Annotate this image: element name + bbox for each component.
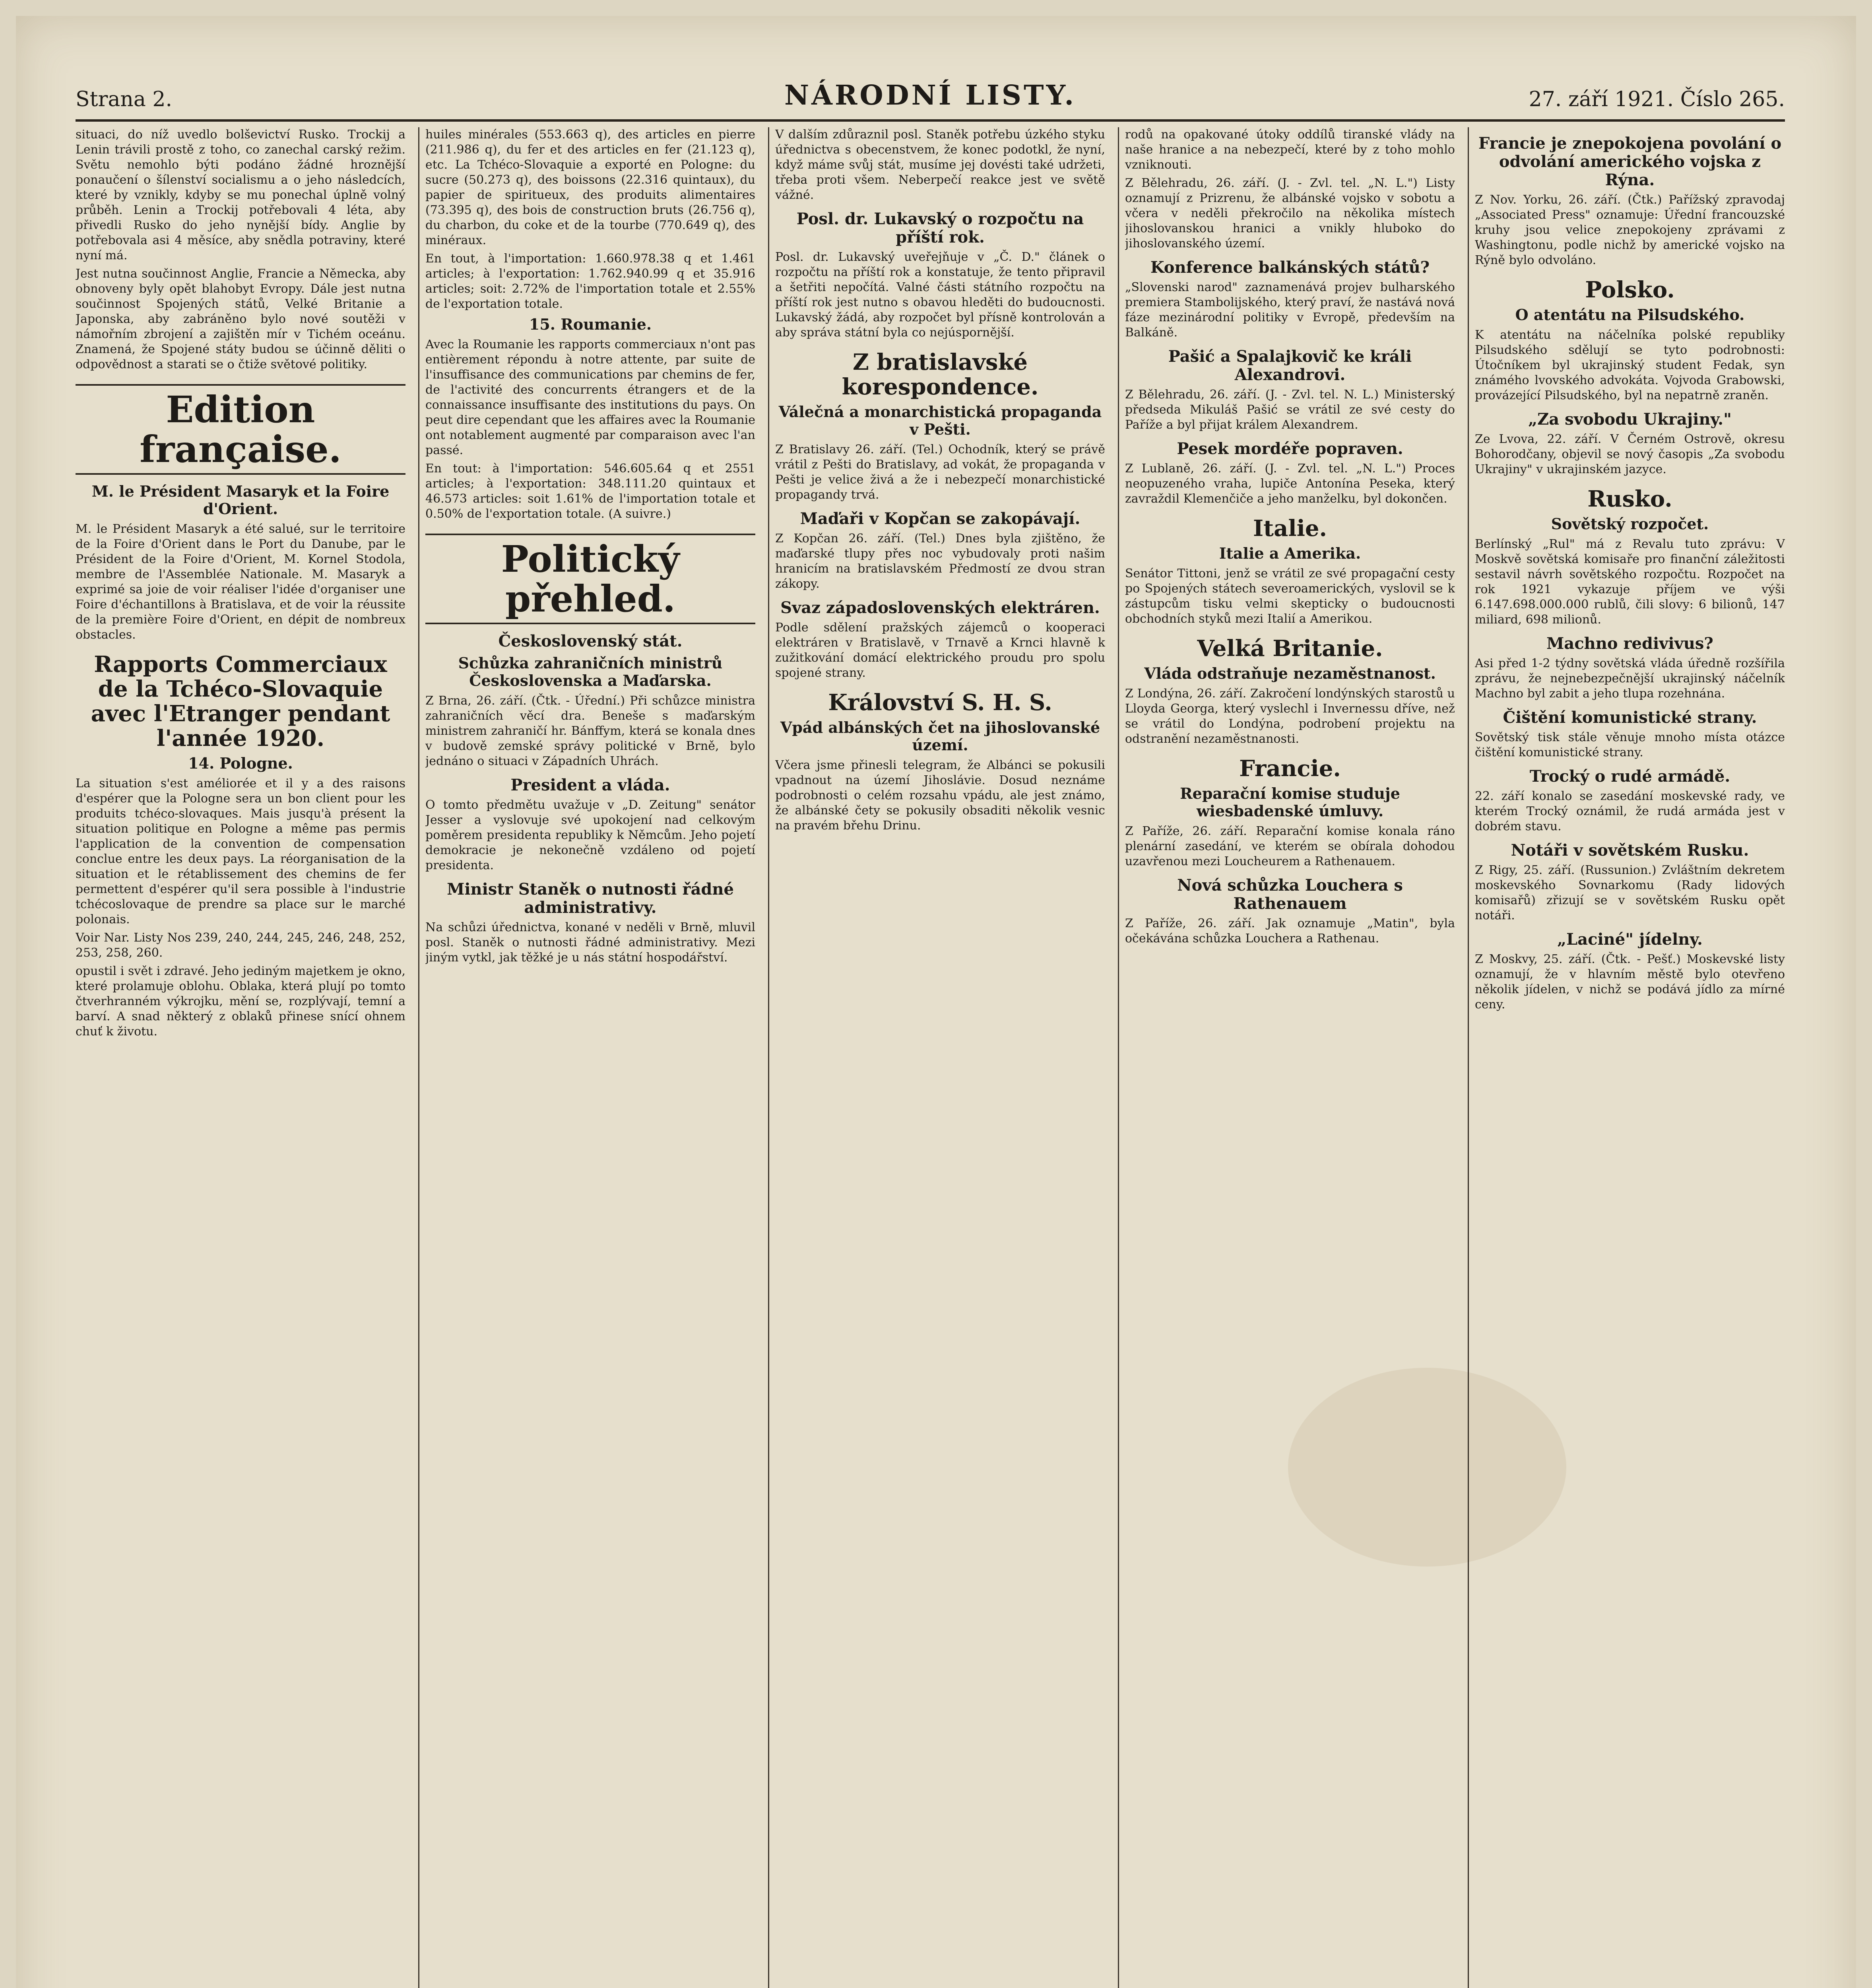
column-divider — [1118, 127, 1119, 1988]
article-text: La situation s'est améliorée et il y a des raisons d'espérer que la Pologne sera un bon client pour les produits tchéco-slovaques. Mais jusqu'à présent la situation politique en Pologne a même pas permis l'application de la convention de compensation conclue entre les deux pays. La réorganisation de la situation et le rétablissement des chemins de fer permettent d'espérer qu'il sera possible à l'industrie tchécoslovaque de prendre sa place sur le marché polonais. — [76, 777, 405, 926]
article-subheading: Vláda odstraňuje nezaměstnanost. — [1144, 664, 1436, 682]
section-heading: Italie. — [1253, 515, 1327, 542]
article-text: 22. září konalo se zasedání moskevské rady, ve kterém Trocký oznámil, že rudá armáda jest v dobrém stavu. — [1475, 789, 1785, 833]
article-text: Z Londýna, 26. září. Zakročení londýnských starostů u Lloyda Georga, který vyslechl i Invernessu dříve, než se vrátil do Londýna, podrobení projektu na odstranění nezaměstnanosti. — [1125, 687, 1455, 746]
article-text: O tomto předmětu uvažuje v „D. Zeitung" senátor Jesser a vyslovuje své upokojení nad celkovým poměrem presidenta republiky k Němcům. Jeho pojetí demokracie je nekonečně vzdáleno od pojetí presidenta. — [425, 798, 755, 872]
article-text: Z Paříže, 26. září. Reparační komise konala ráno plenární zasedání, ve kterém se obírala dohodou uzavřenou mezi Loucheurem a Rathenauem. — [1125, 824, 1455, 868]
masthead: NÁRODNÍ LISTY. — [784, 80, 1077, 111]
article-text: Z Rigy, 25. září. (Russunion.) Zvláštním dekretem moskevského Sovnarkomu (Rady lidových komisařů) zřizují se v sovětském Rusku opět notáři. — [1475, 863, 1785, 922]
article-text: opustil i svět i zdravé. Jeho jediným majetkem je okno, které prolamuje oblohu. Oblaka, která plují po tomto čtverhranném výkrojku, mění se, rozplývají, temní a barví. A snad některý z oblaků přinese snící ohnem chuť k životu. — [76, 964, 405, 1039]
article-heading: Nová schůzka Louchera s Rathenauem — [1177, 876, 1403, 913]
article-text: Z Bělehradu, 26. září. (J. - Zvl. tel. „N. L.") Listy oznamují z Prizrenu, že albánské vojsko v sobotu a včera v neděli překročilo na několika místech jihoslovanskou hranici a vnikly hluboko do jihoslovanského území. — [1125, 176, 1455, 250]
article-text: Asi před 1-2 týdny sovětská vláda úředně rozšířila zprávu, že nejnebezpečnější ukrajinský náčelník Machno byl zabit a jeho tlupa rozehnána. — [1475, 656, 1785, 701]
article-subheading: O atentátu na Pilsudského. — [1515, 306, 1745, 324]
column-2 — [425, 127, 755, 1988]
article-heading: Francie je znepokojena povolání o odvolání amerického vojska z Rýna. — [1478, 134, 1782, 189]
article-heading: Rapports Commerciaux de la Tchéco-Slovaquie avec l'Etranger pendant l'année 1920. — [91, 651, 390, 751]
column-divider — [418, 127, 419, 1988]
article-text: K atentátu na náčelníka polské republiky Pilsudského sdělují se tyto podrobnosti: Útočníkem byl ukrajinský student Fedak, syn známého lvovského advokáta. Vojvoda Grabowski, provázející Pilsudského, byl na nepatrně zraněn. — [1475, 328, 1785, 402]
article-text: Z Bělehradu, 26. září. (J. - Zvl. tel. N. L.) Ministerský předseda Mikuláš Pašić se vrátil ze své cesty do Paříže a byl přijat králem Alexandrem. — [1125, 388, 1455, 432]
page-header — [76, 80, 1785, 119]
article-subheading: M. le Président Masaryk et la Foire d'Orient. — [91, 482, 390, 518]
article-heading: Svaz západoslovenských elektráren. — [780, 598, 1100, 617]
section-heading: Rusko. — [1587, 486, 1672, 512]
article-heading: President a vláda. — [510, 776, 670, 794]
section-heading: Francie. — [1239, 755, 1341, 782]
header-rule — [76, 119, 1785, 122]
article-heading: Machno redivivus? — [1546, 634, 1713, 653]
article-text: M. le Président Masaryk a été salué, sur le territoire de la Foire d'Orient dans le Port du Danube, par le Président de la Foire d'Orient, M. Kornel Stodola, membre de l'Assemblée Nationale. M. Masaryk a exprimé sa joie de voir réaliser l'idée d'organiser une Foire d'échantillons à Bratislava, et de voir la réussite de la première Foire d'Orient, en dépit de nombreux obstacles. — [76, 522, 405, 642]
column-4 — [1125, 127, 1455, 1988]
article-text: Voir Nar. Listy Nos 239, 240, 244, 245, 246, 248, 252, 253, 258, 260. — [76, 931, 405, 960]
section-heading: Polsko. — [1585, 277, 1675, 303]
article-text: situaci, do níž uvedlo bolševictví Rusko. Trockij a Lenin trávili prostě z toho, co zanechal carský režim. Světu nemohlo býti podáno žádné hroznější ponaučení o šílenství socialismu a o jeho následcích, které by vznikly, kdyby se mu ponechal úplně volný průběh. Lenin a Trockij potřebovali 4 léta, aby přivedli Rusko do jeho nynější bídy. Anglie by potřebovala asi 4 měsíce, aby snědla potraviny, které nyní má. — [76, 128, 405, 262]
article-subheading: Sovětský rozpočet. — [1551, 515, 1709, 533]
article-text: „Slovenski narod" zaznamenává projev bulharského premiera Stambolijského, který praví, že nastává nová fáze mezinárodní politiky v Evropě, především na Balkáně. — [1125, 280, 1455, 340]
article-heading: Notáři v sovětském Rusku. — [1511, 841, 1749, 860]
article-text: Včera jsme přinesli telegram, že Albánci se pokusili vpadnout na území Jihoslávie. Dosud neznáme podrobnosti o celém rozsahu vpádu, ale jest známo, že albánské čety se pokusily obsaditi několik vesnic na pravém břehu Drinu. — [775, 758, 1105, 833]
article-text: Z Moskvy, 25. září. (Čtk. - Pešť.) Moskevské listy oznamují, že v hlavním městě bylo otevřeno několik jídelen, v nichž se podává jídlo za mírné ceny. — [1475, 952, 1785, 1011]
article-text: Sovětský tisk stále věnuje mnoho místa otázce čištění komunistické strany. — [1475, 730, 1785, 759]
article-subheading: Vpád albánských čet na jihoslovanské území. — [780, 718, 1100, 754]
article-heading: „Laciné" jídelny. — [1557, 930, 1703, 949]
section-heading: Království S. H. S. — [828, 689, 1052, 716]
article-heading: Čištění komunistické strany. — [1503, 708, 1757, 727]
section-heading: Velká Britanie. — [1197, 635, 1383, 662]
article-text: Avec la Roumanie les rapports commerciaux n'ont pas entièrement répondu à notre attente, par suite de l'insuffisance des communications par chemins de fer, de l'activité des concurrents étrangers et de la connaissance insuffisante des institutions du pays. On peut dire cependant que les affaires avec la Roumanie ont notablement augmenté par comparaison avec l'an passé. — [425, 338, 755, 457]
article-text: Z Lublaně, 26. září. (J. - Zvl. tel. „N. L.") Proces neopuzeného vraha, lupiče Antonína Peseka, který zavraždil Klemenčiče a jeho manželku, byl dokončen. — [1125, 462, 1455, 506]
article-text: Posl. dr. Lukavský uveřejňuje v „Č. D." článek o rozpočtu na příští rok a konstatuje, že tento připravil a šetřiti nepočítá. Valné části státního rozpočtu na příští rok jest nutno s obavou hleděti do budoucnosti. Lukavský žádá, aby rozpočet byl přísně kontrolován a aby správa státní byla co nejúspornější. — [775, 250, 1105, 340]
article-text: Z Paříže, 26. září. Jak oznamuje „Matin", byla očekávána schůzka Louchera a Rathenau. — [1125, 916, 1455, 945]
column-5 — [1475, 127, 1785, 1988]
article-text: Jest nutna součinnost Anglie, Francie a Německa, aby obnoveny byly opět blahobyt Evropy. Dále jest nutna součinnost Spojených států, Velké Britanie a Japonska, aby zabráněno bylo nové soutěži v námořním zbrojení a zajištěn mír v Tichém oceánu. Znamená, že Spojené státy budou se účinně děliti o odpovědnost a starati se o čtiže světové politiky. — [76, 267, 405, 371]
section-heading: Z bratislavské korespondence. — [842, 349, 1039, 400]
article-subheading: Válečná a monarchistická propaganda v Pešti. — [778, 403, 1102, 438]
article-text: En tout, à l'importation: 1.660.978.38 q et 1.461 articles; à l'exportation: 1.762.940.99 q et 35.916 articles; soit: 2.72% de l'importation totale et 2.55% de l'exportation totale. — [425, 252, 755, 311]
article-text: En tout: à l'importation: 546.605.64 q et 2551 articles; à l'exportation: 348.111.20 quintaux et 46.573 articles: soit 1.61% de l'importation totale et 0.50% de l'exportation totale. (A suivre.) — [425, 462, 755, 521]
article-text: huiles minérales (553.663 q), des articles en pierre (211.986 q), du fer et des articles en fer (21.123 q), etc. La Tchéco-Slovaquie a exporté en Pologne: du sucre (50.273 q), des boissons (22.316 quintaux), du papier de spiritueux, des produits alimentaires (73.395 q), des bois de construction bruts (26.756 q), du charbon, du coke et de la tourbe (770.649 q), des minéraux. — [425, 128, 755, 247]
article-subheading: 15. Roumanie. — [529, 315, 652, 333]
date-issue: 27. září 1921. Číslo 265. — [1529, 87, 1785, 111]
column-divider — [768, 127, 769, 1988]
article-heading: Posl. dr. Lukavský o rozpočtu na příští rok. — [796, 210, 1084, 247]
column-divider — [1468, 127, 1469, 1988]
section-subheading: Československý stát. — [498, 632, 683, 650]
columns — [76, 127, 1785, 1988]
section-heading: Edition française. — [76, 384, 405, 475]
article-text: Senátor Tittoni, jenž se vrátil ze své propagační cesty po Spojených státech severoamerických, vyslovil se k zástupcům tisku velmi skepticky o budoucnosti obchodních styků mezi Italií a Amerikou. — [1125, 567, 1455, 626]
article-heading: Pašić a Spalajkovič ke králi Alexandrovi. — [1168, 347, 1412, 384]
article-text: rodů na opakované útoky oddílů tiranské vlády na naše hranice a na nebezpečí, které by z toho mohlo vzniknouti. — [1125, 128, 1455, 172]
article-subheading: Italie a Amerika. — [1219, 544, 1361, 562]
article-heading: Maďaři v Kopčan se zakopávají. — [800, 509, 1081, 528]
article-heading: Schůzka zahraničních ministrů Československa a Maďarska. — [458, 654, 723, 689]
article-text: Berlínský „Rul" má z Revalu tuto zprávu: V Moskvě sovětská komisaře pro finanční záležitosti sestavil návrh sovětského rozpočtu. Rozpočet na rok 1921 vykazuje příjem ve výši 6.147.698.000.000 rublů, čili slovy: 6 bilionů, 147 miliard, 698 milionů. — [1475, 537, 1785, 627]
article-text: Z Brna, 26. září. (Čtk. - Úřední.) Při schůzce ministra zahraničních věcí dra. Beneše s maďarským ministrem zahraničí hr. Bánffym, která se konala dnes v budově zemské správy politické v Brně, bylo jednáno o situaci v Západních Uhrách. — [425, 694, 755, 768]
article-heading: Ministr Staněk o nutnosti řádné administrativy. — [447, 880, 734, 917]
article-text: Na schůzi úřednictva, konané v neděli v Brně, mluvil posl. Staněk o nutnosti řádné administrativy. Mezi jiným vytkl, jak těžké je u nás státní hospodářství. — [425, 920, 755, 965]
article-text: Z Nov. Yorku, 26. září. (Čtk.) Pařížský zpravodaj „Associated Press" oznamuje: Úřední francouzské kruhy jsou velice znepokojeny zprávami z Washingtonu, podle nichž by americké vojsko na Rýně bylo odvoláno. — [1475, 193, 1785, 267]
column-1 — [76, 127, 405, 1988]
article-heading: Pesek mordéře popraven. — [1177, 439, 1403, 458]
article-heading: Konference balkánských států? — [1150, 258, 1430, 277]
article-text: Z Kopčan 26. září. (Tel.) Dnes byla zjištěno, že maďarské tlupy přes noc vybudovaly proti našim hranicím na bratislavském Předmostí ze dvou stran zákopy. — [775, 532, 1105, 591]
article-subheading: 14. Pologne. — [188, 754, 293, 772]
article-heading: Trocký o rudé armádě. — [1529, 767, 1730, 786]
section-heading: Politický přehled. — [425, 534, 755, 624]
article-text: Z Bratislavy 26. září. (Tel.) Ochodník, který se právě vrátil z Pešti do Bratislavy, ad vokát, že propaganda v Pešti je velice živá a že i nebezpečí monarchistické propagandy trvá. — [775, 443, 1105, 502]
column-3 — [775, 127, 1105, 1988]
article-subheading: Reparační komise studuje wiesbadenské úmluvy. — [1180, 784, 1400, 820]
article-text: V dalším zdůraznil posl. Staněk potřebu úzkého styku úřednictva s obecenstvem, že konec podotkl, že nyní, když máme svůj stát, musíme jej dovésti také udržeti, třeba proti všem. Neberpečí reakce jest ve světě vážné. — [775, 128, 1105, 202]
article-heading: „Za svobodu Ukrajiny." — [1528, 410, 1732, 429]
page-number: Strana 2. — [76, 87, 173, 111]
article-text: Ze Lvova, 22. září. V Černém Ostrově, okresu Bohorodčany, objevil se nový časopis „Za svobodu Ukrajiny" v ukrajinském jazyce. — [1475, 432, 1785, 476]
article-text: Podle sdělení pražských zájemců o kooperaci elektráren v Bratislavě, v Trnavě a Krnci hlavně k zužitkování domácí elektrického proudu pro spolu spojené strany. — [775, 621, 1105, 680]
